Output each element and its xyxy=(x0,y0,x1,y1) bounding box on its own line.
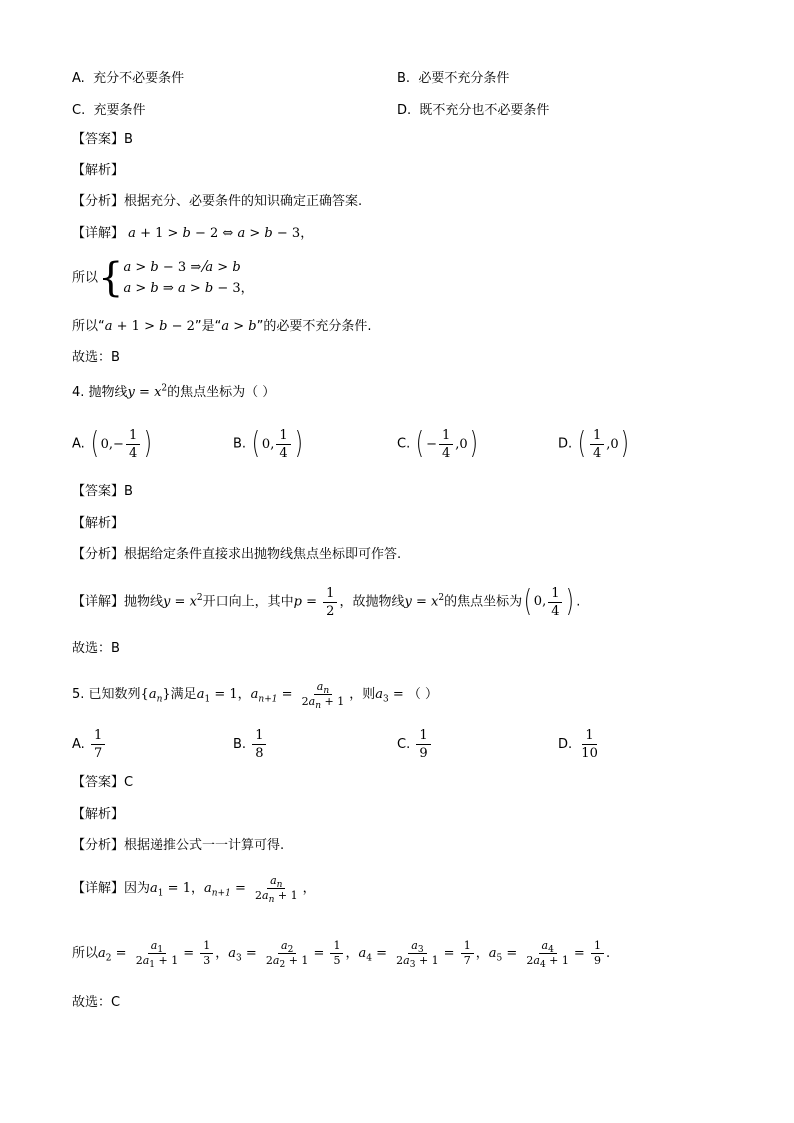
q5-option-c: C. $\frac{1}{9}$ xyxy=(397,727,433,762)
q4-fenxi: 【分析】根据给定条件直接求出抛物线焦点坐标即可作答. xyxy=(72,547,402,562)
q5-analysis-heading: 【解析】 xyxy=(72,807,125,822)
q5-xiangjie: 【详解】因为$a_1 = 1$，$a_{n+1}$ = $\frac{a_n}{2a_n + 1}$ ， xyxy=(72,874,316,906)
q4-option-b: B. ( 0, $\frac{1}{4}$ ) xyxy=(233,426,303,461)
q3-option-b: B. 必要不充分条件 xyxy=(397,71,510,86)
q3-option-c: C. 充要条件 xyxy=(72,103,146,118)
q5-stem: 5. 已知数列$\{a_n\}$满足$a_1 = 1$，$a_{n+1}$ = $\frac{a_n}{2a_n + 1}$ ，则$a_3$ = （ ） xyxy=(72,680,439,712)
q5-option-b: B. $\frac{1}{8}$ xyxy=(233,727,268,762)
q3-choice: 故选：B xyxy=(72,350,120,365)
q4-option-d: D. ( $\frac{1}{4}$ ,0 ) xyxy=(558,426,629,461)
q5-choice: 故选：C xyxy=(72,995,121,1010)
q4-choice: 故选：B xyxy=(72,641,120,656)
q3-option-a: A. 充分不必要条件 xyxy=(72,71,185,86)
q3-analysis-heading: 【解析】 xyxy=(72,163,125,178)
q4-analysis-heading: 【解析】 xyxy=(72,516,125,531)
q4-option-a: A. ( 0,− $\frac{1}{4}$ ) xyxy=(72,426,153,461)
q4-option-c: C. ( − $\frac{1}{4}$ ,0 ) xyxy=(397,426,478,461)
q5-fenxi: 【分析】根据递推公式一一计算可得. xyxy=(72,838,285,853)
q5-option-a: A. $\frac{1}{7}$ xyxy=(72,727,107,762)
q3-xiangjie: 【详解】 a + 1 > b − 2 ⇔ a > b − 3， xyxy=(72,226,314,241)
q5-option-d: D. $\frac{1}{10}$ xyxy=(558,728,598,761)
q4-stem: 4. 抛物线$y = x^2$的焦点坐标为（ ） xyxy=(72,383,276,400)
q5-answer: 【答案】C xyxy=(72,775,134,790)
q3-system: 所以{a > b − 3 ⇒ a > b a > b ⇒ a > b − 3， xyxy=(72,255,254,301)
q3-option-d: D. 既不充分也不必要条件 xyxy=(397,103,550,118)
q3-fenxi: 【分析】根据充分、必要条件的知识确定正确答案. xyxy=(72,194,363,209)
q5-calculation: 所以$a_2$ = $\frac{a_1}{2a_1 + 1}$ = $\frac{1}{3}$ ，$a_3$ = $\frac{a_2}{2a_2 + 1}$ = $\frac{1}{5}$ ，$a_4$ = $\frac{a_3}{2a_3 + 1}$ = $\frac{1}{7}$ ，$a_5$ = $\frac{a_4}{2a_4 + 1}$ = $\frac{1}{9}$ . xyxy=(72,939,611,971)
q3-answer: 【答案】B xyxy=(72,132,133,147)
q4-answer: 【答案】B xyxy=(72,484,133,499)
q3-conclusion: 所以“a + 1 > b − 2”是“a > b”的必要不充分条件. xyxy=(72,319,372,334)
q4-xiangjie: 【详解】抛物线$y = x^2$开口向上，其中p = $\frac{1}{2}$ ，故抛物线$y = x^2$的焦点坐标为 ( 0, $\frac{1}{4}$ ) . xyxy=(72,584,581,619)
